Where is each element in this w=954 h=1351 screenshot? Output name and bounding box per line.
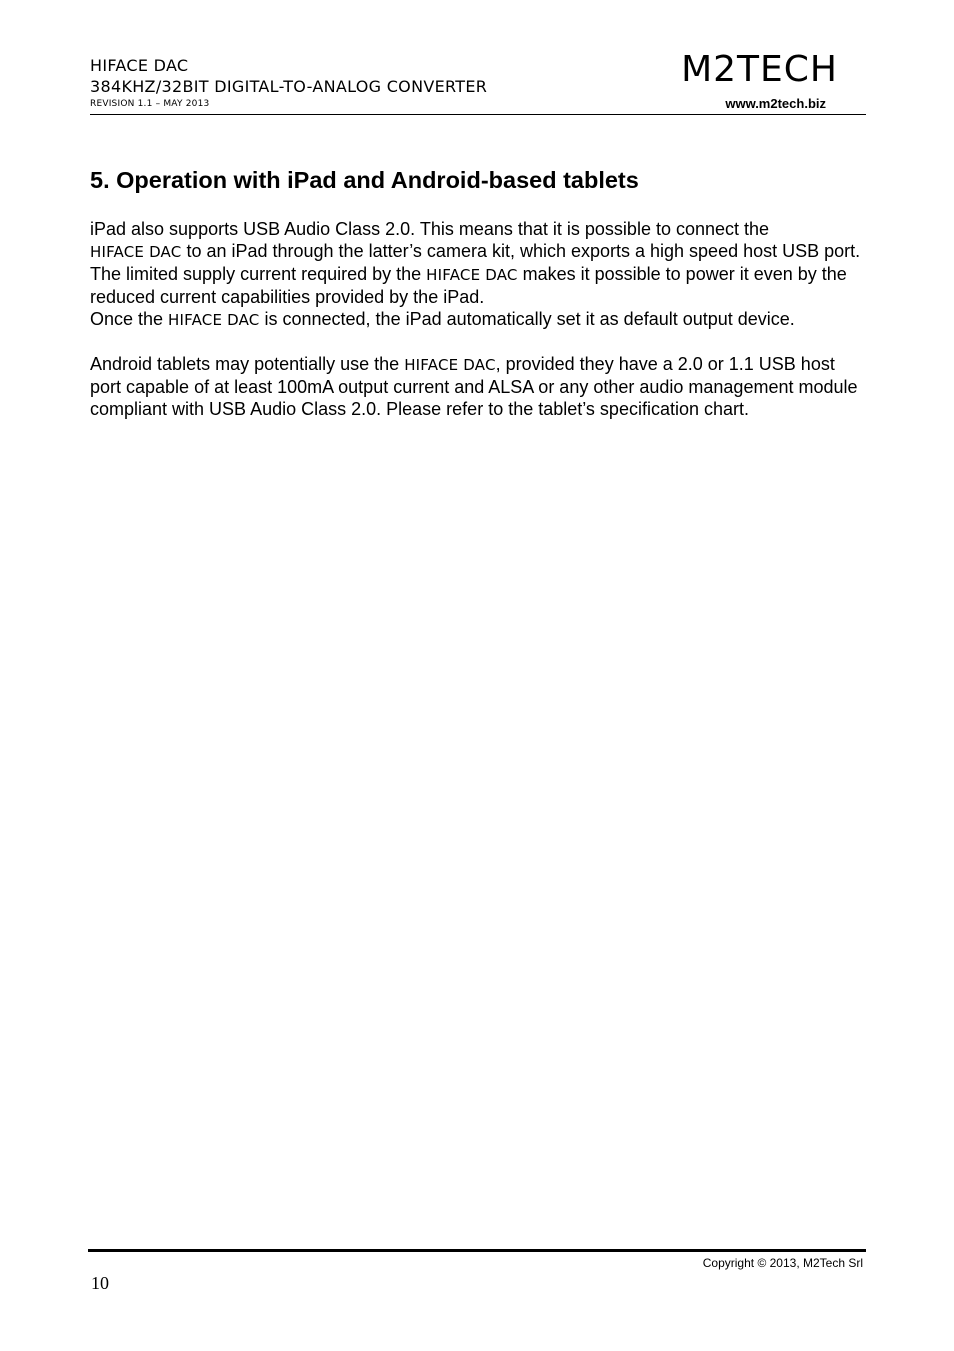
product-name: HIFACE DAC [168,311,260,329]
text-run: , provided they have a 2.0 or 1.1 USB host port capable of at least 100mA output current and ALSA or any other audio management module compliant with USB Audio Class 2.0. Please refer to the tablet’s specification chart. [90,354,858,419]
footer-divider [88,1249,866,1252]
page-number: 10 [91,1273,109,1293]
text-run: Android tablets may potentially use the [90,354,405,374]
footer-copyright: Copyright © 2013, M2Tech Srl [702,1256,863,1270]
header-website: www.m2tech.biz [725,96,826,111]
header-revision: REVISION 1.1 – MAY 2013 [90,99,210,109]
text-run: to an iPad through the latter’s camera kit, which exports a high speed host USB port. The limited supply current required by the [90,241,861,284]
brand-logo: M2TECH [681,49,838,90]
section-body [90,218,866,420]
section-title: 5. Operation with iPad and Android-based tablets [90,167,639,193]
header-product-name: HIFACE DAC [90,56,189,75]
product-name: HIFACE DAC [90,243,182,261]
product-name: HIFACE DAC [404,356,496,374]
text-run: is connected, the iPad automatically set it as default output device. [259,309,795,329]
text-run: iPad also supports USB Audio Class 2.0. This means that it is possible to connect the [90,219,770,239]
product-name: HIFACE DAC [426,266,518,284]
paragraph-ipad-support [90,218,866,308]
paragraph-ipad-output [90,308,866,331]
text-run: Once the [90,309,169,329]
paragraph-spacer [90,331,866,353]
text-run: makes it possible to power it even by the reduced current capabilities provided by the iPad. [90,264,847,307]
header-product-subtitle: 384KHZ/32BIT DIGITAL-TO-ANALOG CONVERTER [90,77,488,96]
page-header [90,49,866,115]
paragraph-android-support [90,353,866,420]
